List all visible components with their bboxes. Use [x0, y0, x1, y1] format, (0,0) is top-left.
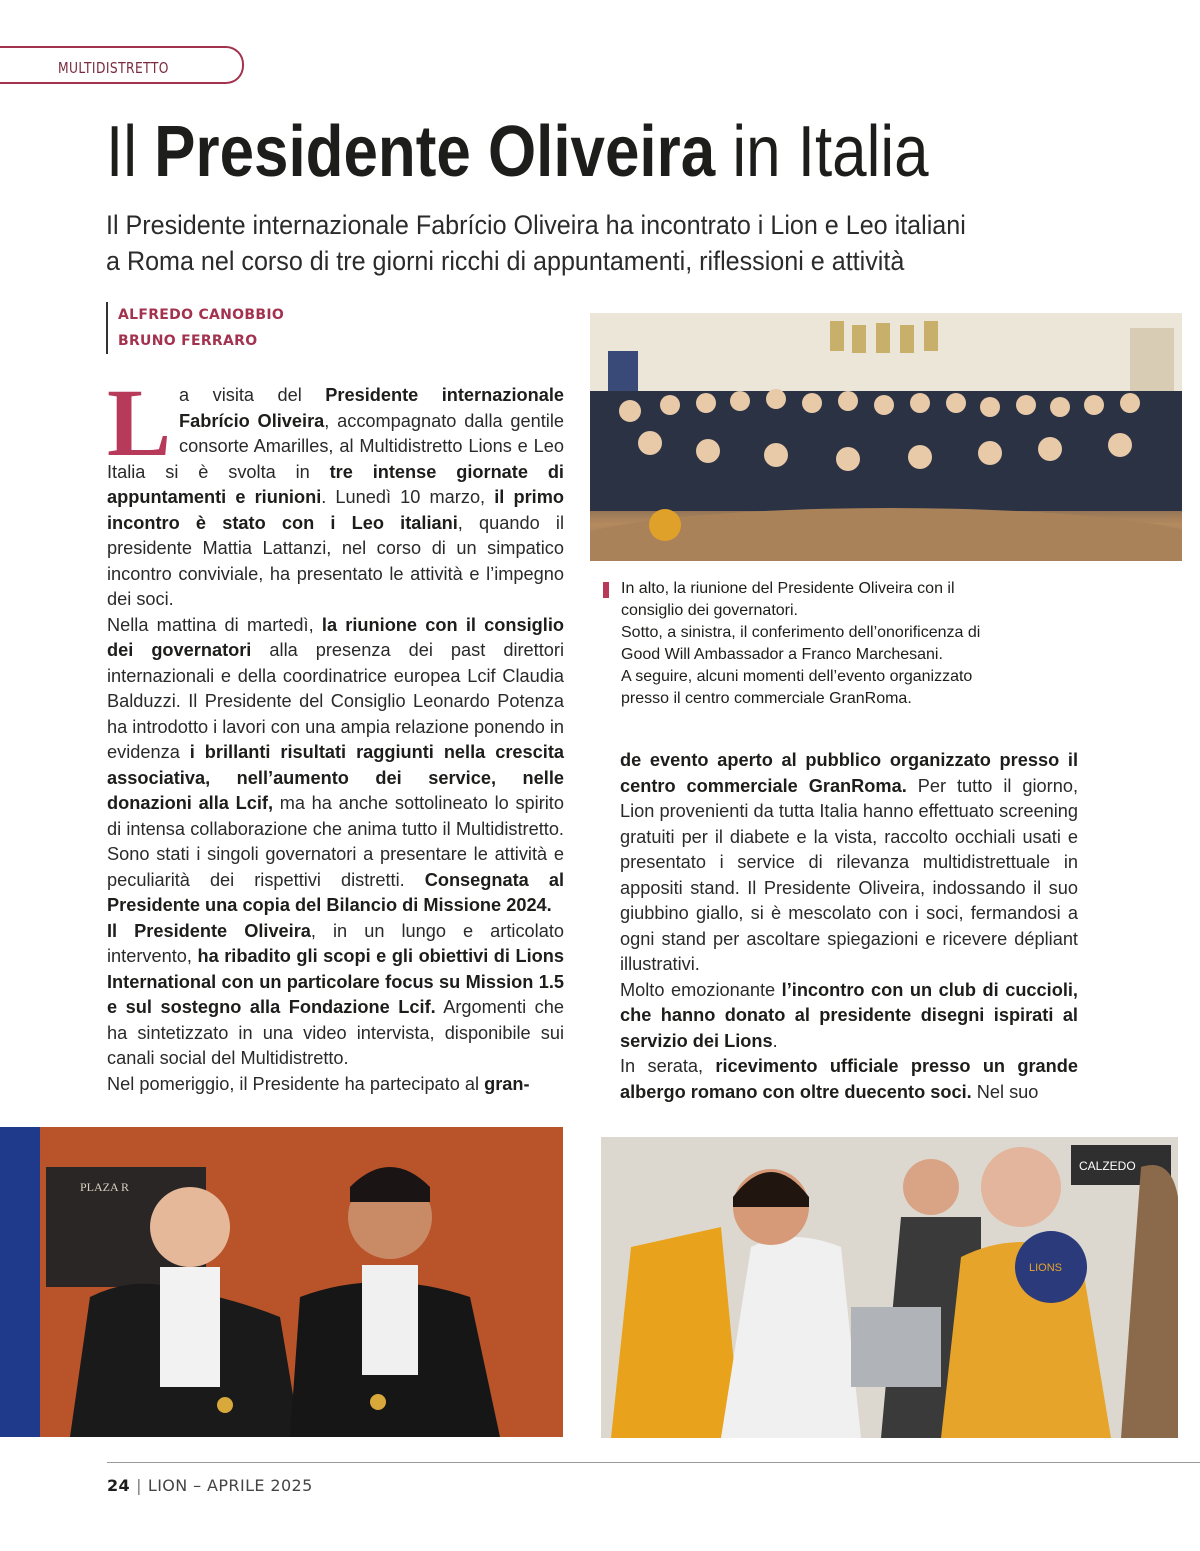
text-run: , accompagnato dalla gentile consorte Amarilles, al Multidistretto Lions e Leo Italia si è svolta in — [107, 410, 564, 482]
text-bold: il primo incontro è stato con i Leo italiani — [107, 487, 564, 533]
article-column-right — [620, 748, 1078, 1105]
text-run: . Lunedì 10 marzo, — [321, 487, 495, 507]
text-run: Nella mattina di martedì, — [107, 614, 322, 635]
text-bold: i brillanti risultati raggiunti nella crescita associativa, nell’aumento dei service, nelle donazioni alla Lcif, — [107, 742, 564, 813]
text-bold: tre intense giornate di appuntamenti e riunioni — [107, 461, 564, 507]
paragraph — [620, 1054, 1078, 1105]
article-column-left — [107, 369, 565, 1097]
subtitle-line: a Roma nel corso di tre giorni ricchi di appuntamenti, riflessioni e attività — [106, 246, 905, 276]
paragraph — [620, 978, 1078, 1055]
subtitle — [106, 207, 1092, 279]
text-bold: gran- — [484, 1073, 530, 1094]
footer-separator: | — [136, 1476, 142, 1495]
caption-marker — [603, 582, 609, 598]
section-tab — [0, 46, 244, 84]
caption-line: A seguire, alcuni momenti dell’evento organizzato — [621, 668, 973, 685]
footer-rule — [107, 1462, 1200, 1463]
text-bold: Il Presidente Oliveira — [107, 920, 311, 941]
author: ALFREDO CANOBBIO — [118, 307, 285, 323]
text-run: a visita del — [179, 385, 326, 405]
caption-line: Good Will Ambassador a Franco Marchesani. — [621, 646, 943, 663]
caption-line: presso il centro commerciale GranRoma. — [621, 690, 912, 707]
text-run: ma ha anche sottolineato lo spirito di intensa collaborazione che anima tutto il Multidistretto. Sono stati i singoli governatori a presentare le attività e peculiarità dei rispettivi distretti. — [107, 793, 564, 890]
text-run: , in un lungo e articolato intervento, — [107, 920, 564, 966]
author: BRUNO FERRARO — [118, 333, 258, 349]
caption-line: consiglio dei governatori. — [621, 602, 798, 619]
text-run: Nel suo — [971, 1081, 1039, 1102]
store-sign: CALZEDO — [1079, 1159, 1136, 1173]
text-run: In serata, — [620, 1056, 716, 1076]
headline-pre: Il — [106, 112, 155, 192]
lions-emblem-text: LIONS — [1029, 1262, 1063, 1274]
paragraph — [107, 613, 564, 919]
text-run: , quando il presidente Mattia Lattanzi, nel corso di un simpatico incontro conviviale, ha presentato le attività e l’impegno dei soci. — [107, 512, 564, 609]
byline — [106, 302, 284, 354]
paragraph — [107, 369, 564, 613]
text-run: . — [772, 1030, 778, 1051]
text-bold: Presidente internazionale Fabrício Oliveira — [179, 385, 564, 431]
magazine-issue: LION – APRILE 2025 — [147, 1476, 313, 1495]
photo-caption — [621, 578, 1161, 710]
photo-good-will-ambassador — [0, 1127, 563, 1437]
caption-line: In alto, la riunione del Presidente Oliveira con il — [621, 580, 955, 597]
text-run: Argomenti che ha sintetizzato in una video intervista, disponibile sui canali social del Multidistretto. — [107, 997, 564, 1068]
headline-bold: Presidente Oliveira — [154, 112, 716, 192]
text-run: alla presenza dei past direttori internazionali e della coordinatrice europea Lcif Claudia Balduzzi. Il Presidente del Consiglio Leonardo Potenza ha introdotto i lavori con una ampia relazione ponendo in evidenza — [107, 640, 565, 762]
event-photo-illustration — [601, 1137, 1178, 1438]
headline — [106, 104, 929, 200]
text-bold: ricevimento ufficiale presso un grande albergo romano con oltre duecento soci. — [620, 1056, 1078, 1102]
section-label: MULTIDISTRETTO — [58, 59, 169, 77]
photo-granroma-event — [601, 1137, 1178, 1438]
award-photo-illustration — [0, 1127, 563, 1437]
text-bold: Consegnata al Presidente una copia del Bilancio di Missione 2024. — [107, 869, 564, 915]
drop-cap: L — [107, 369, 172, 476]
text-bold: la riunione con il consiglio dei governatori — [107, 614, 564, 660]
text-run: Molto emozionante — [620, 979, 782, 1000]
paragraph — [107, 919, 564, 1072]
headline-post: in Italia — [715, 112, 929, 192]
text-bold: ha ribadito gli scopi e gli obiettivi di Lions International con un particolare focus su Mission 1.5 e sul sostegno alla Fondazione Lcif. — [107, 946, 564, 1017]
page-number: 24 — [107, 1476, 131, 1495]
page-footer — [107, 1476, 313, 1495]
text-run: Nel pomeriggio, il Presidente ha partecipato al — [107, 1073, 485, 1094]
caption-line: Sotto, a sinistra, il conferimento dell’onorificenza di — [621, 624, 981, 641]
paragraph — [620, 748, 1078, 978]
text-bold: l’incontro con un club di cuccioli, che hanno donato al presidente disegni ispirati al servizio dei Lions — [620, 979, 1078, 1051]
text-bold: de evento aperto al pubblico organizzato presso il centro commerciale GranRoma. — [620, 750, 1078, 796]
paragraph — [107, 1072, 564, 1098]
text-run: Per tutto il giorno, Lion provenienti da tutta Italia hanno effettuato screening gratuiti per il diabete e la vista, raccolto occhiali usati e presentato i service di rilevanza multidistrettuale in appositi stand. Il Presidente Oliveira, indossando il suo giubbino giallo, si è mescolato con i soci, fermandosi a ogni stand per ascoltare spiegazioni e ricevere dépliant illustrativi. — [620, 775, 1078, 974]
subtitle-line: Il Presidente internazionale Fabrício Oliveira ha incontrato i Lion e Leo italiani — [106, 210, 966, 240]
group-photo-illustration — [590, 313, 1182, 561]
photo-governors-meeting — [590, 313, 1182, 561]
plaza-sign: PLAZA R — [80, 1180, 130, 1194]
